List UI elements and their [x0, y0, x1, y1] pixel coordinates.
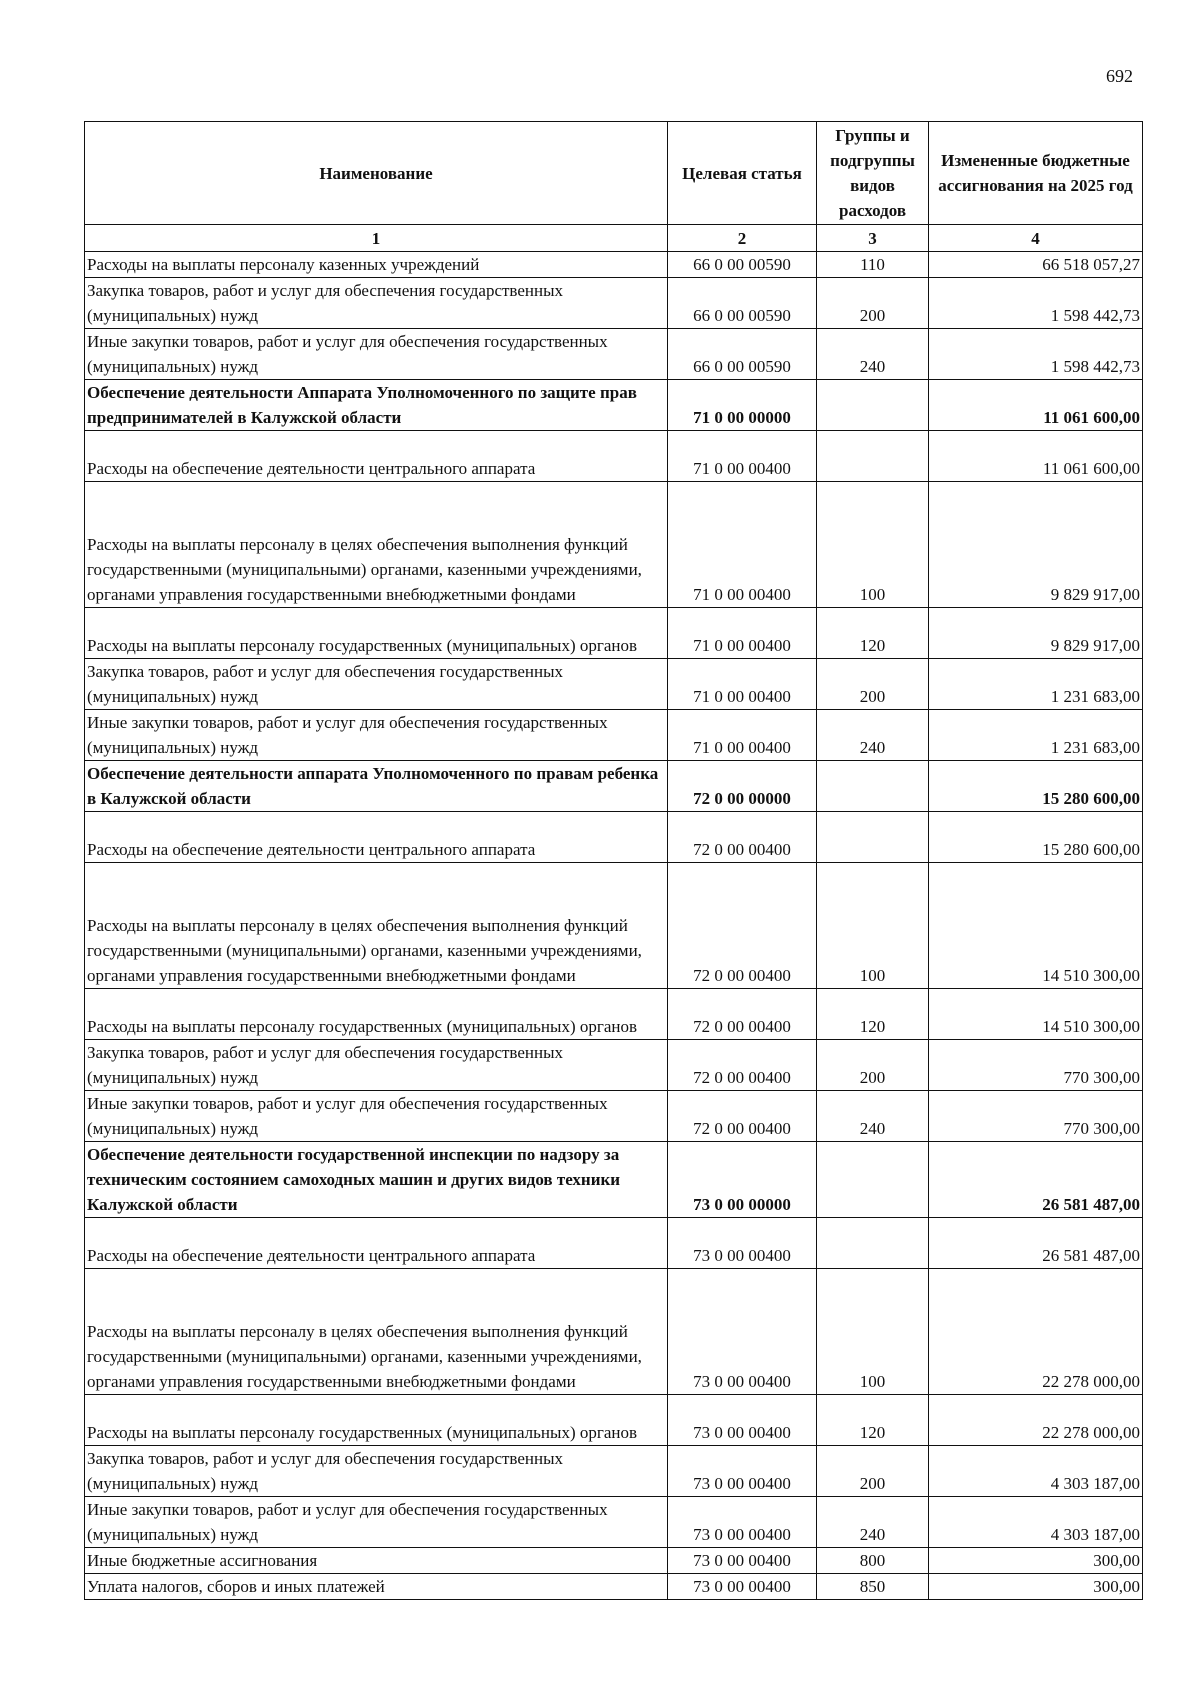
table-row	[85, 1497, 1143, 1548]
row-target-article: 73 0 00 00000	[668, 1142, 817, 1218]
row-target-article: 66 0 00 00590	[668, 329, 817, 380]
row-target-article: 66 0 00 00590	[668, 278, 817, 329]
row-target-article: 73 0 00 00400	[668, 1218, 817, 1269]
row-name: Расходы на выплаты персоналу казенных учреждений	[85, 252, 668, 278]
row-amount: 770 300,00	[929, 1040, 1143, 1091]
header-num-4: 4	[929, 225, 1143, 252]
table-row	[85, 989, 1143, 1040]
row-target-article: 73 0 00 00400	[668, 1574, 817, 1600]
row-amount: 15 280 600,00	[929, 812, 1143, 863]
row-name: Обеспечение деятельности государственной инспекции по надзору за техническим состоянием самоходных машин и других видов техники Калужской области	[85, 1142, 668, 1218]
header-budget-allocations: Измененные бюджетные ассигнования на 2025 год	[929, 122, 1143, 225]
row-amount: 1 231 683,00	[929, 710, 1143, 761]
row-name: Расходы на выплаты персоналу государственных (муниципальных) органов	[85, 989, 668, 1040]
table-row	[85, 608, 1143, 659]
row-expense-group: 100	[817, 1269, 929, 1395]
row-name: Закупка товаров, работ и услуг для обеспечения государственных (муниципальных) нужд	[85, 1040, 668, 1091]
row-name: Расходы на обеспечение деятельности центрального аппарата	[85, 431, 668, 482]
row-amount: 4 303 187,00	[929, 1497, 1143, 1548]
row-expense-group: 120	[817, 608, 929, 659]
row-amount: 770 300,00	[929, 1091, 1143, 1142]
row-amount: 22 278 000,00	[929, 1395, 1143, 1446]
row-amount: 4 303 187,00	[929, 1446, 1143, 1497]
row-amount: 66 518 057,27	[929, 252, 1143, 278]
table-row	[85, 252, 1143, 278]
row-target-article: 72 0 00 00400	[668, 863, 817, 989]
row-amount: 300,00	[929, 1574, 1143, 1600]
row-expense-group	[817, 431, 929, 482]
header-target-article: Целевая статья	[668, 122, 817, 225]
row-target-article: 72 0 00 00400	[668, 812, 817, 863]
row-amount: 15 280 600,00	[929, 761, 1143, 812]
row-name: Расходы на выплаты персоналу в целях обеспечения выполнения функций государственными (муниципальными) органами, казенными учреждениями, органами управления государственными внебюджетными фондами	[85, 863, 668, 989]
budget-table	[84, 121, 1143, 1600]
table-row	[85, 1574, 1143, 1600]
page-number: 692	[1106, 66, 1133, 86]
row-expense-group: 100	[817, 482, 929, 608]
row-amount: 1 598 442,73	[929, 278, 1143, 329]
table-row	[85, 1446, 1143, 1497]
row-amount: 11 061 600,00	[929, 431, 1143, 482]
row-amount: 300,00	[929, 1548, 1143, 1574]
row-name: Расходы на выплаты персоналу государственных (муниципальных) органов	[85, 608, 668, 659]
row-expense-group	[817, 1142, 929, 1218]
header-num-2: 2	[668, 225, 817, 252]
row-amount: 26 581 487,00	[929, 1142, 1143, 1218]
row-name: Расходы на обеспечение деятельности центрального аппарата	[85, 1218, 668, 1269]
row-target-article: 66 0 00 00590	[668, 252, 817, 278]
row-amount: 22 278 000,00	[929, 1269, 1143, 1395]
row-target-article: 73 0 00 00400	[668, 1548, 817, 1574]
header-expense-groups: Группы и подгруппы видов расходов	[817, 122, 929, 225]
row-name: Иные закупки товаров, работ и услуг для обеспечения государственных (муниципальных) нужд	[85, 329, 668, 380]
table-row	[85, 863, 1143, 989]
row-name: Закупка товаров, работ и услуг для обеспечения государственных (муниципальных) нужд	[85, 659, 668, 710]
row-expense-group: 240	[817, 329, 929, 380]
table-row	[85, 812, 1143, 863]
row-target-article: 71 0 00 00400	[668, 482, 817, 608]
row-expense-group: 120	[817, 989, 929, 1040]
row-target-article: 73 0 00 00400	[668, 1395, 817, 1446]
table-row	[85, 329, 1143, 380]
header-num-1: 1	[85, 225, 668, 252]
table-row	[85, 659, 1143, 710]
table-body	[85, 252, 1143, 1600]
row-target-article: 72 0 00 00000	[668, 761, 817, 812]
header-name: Наименование	[85, 122, 668, 225]
table-row	[85, 761, 1143, 812]
row-amount: 1 598 442,73	[929, 329, 1143, 380]
table-row	[85, 380, 1143, 431]
row-amount: 11 061 600,00	[929, 380, 1143, 431]
table-row	[85, 482, 1143, 608]
row-name: Расходы на выплаты персоналу в целях обеспечения выполнения функций государственными (муниципальными) органами, казенными учреждениями, органами управления государственными внебюджетными фондами	[85, 482, 668, 608]
table-row	[85, 1142, 1143, 1218]
row-expense-group: 800	[817, 1548, 929, 1574]
row-expense-group	[817, 812, 929, 863]
row-expense-group: 850	[817, 1574, 929, 1600]
table-row	[85, 1395, 1143, 1446]
row-name: Закупка товаров, работ и услуг для обеспечения государственных (муниципальных) нужд	[85, 1446, 668, 1497]
table-row	[85, 1269, 1143, 1395]
row-expense-group: 240	[817, 1497, 929, 1548]
row-name: Расходы на обеспечение деятельности центрального аппарата	[85, 812, 668, 863]
row-name: Расходы на выплаты персоналу в целях обеспечения выполнения функций государственными (муниципальными) органами, казенными учреждениями, органами управления государственными внебюджетными фондами	[85, 1269, 668, 1395]
table-row	[85, 1091, 1143, 1142]
row-target-article: 72 0 00 00400	[668, 1040, 817, 1091]
row-amount: 14 510 300,00	[929, 989, 1143, 1040]
row-expense-group: 240	[817, 1091, 929, 1142]
row-expense-group: 200	[817, 278, 929, 329]
row-amount: 1 231 683,00	[929, 659, 1143, 710]
row-expense-group: 200	[817, 1040, 929, 1091]
row-amount: 9 829 917,00	[929, 482, 1143, 608]
row-name: Иные закупки товаров, работ и услуг для обеспечения государственных (муниципальных) нужд	[85, 710, 668, 761]
table-row	[85, 710, 1143, 761]
row-target-article: 73 0 00 00400	[668, 1269, 817, 1395]
row-name: Обеспечение деятельности аппарата Уполномоченного по правам ребенка в Калужской области	[85, 761, 668, 812]
row-target-article: 71 0 00 00000	[668, 380, 817, 431]
row-name: Иные бюджетные ассигнования	[85, 1548, 668, 1574]
row-target-article: 71 0 00 00400	[668, 710, 817, 761]
table-row	[85, 1218, 1143, 1269]
row-expense-group	[817, 761, 929, 812]
header-num-3: 3	[817, 225, 929, 252]
table-row	[85, 1548, 1143, 1574]
row-name: Уплата налогов, сборов и иных платежей	[85, 1574, 668, 1600]
row-expense-group: 240	[817, 710, 929, 761]
row-name: Обеспечение деятельности Аппарата Уполномоченного по защите прав предпринимателей в Калужской области	[85, 380, 668, 431]
row-name: Закупка товаров, работ и услуг для обеспечения государственных (муниципальных) нужд	[85, 278, 668, 329]
row-target-article: 71 0 00 00400	[668, 608, 817, 659]
table-row	[85, 431, 1143, 482]
row-amount: 14 510 300,00	[929, 863, 1143, 989]
row-target-article: 73 0 00 00400	[668, 1446, 817, 1497]
row-target-article: 71 0 00 00400	[668, 431, 817, 482]
row-target-article: 73 0 00 00400	[668, 1497, 817, 1548]
row-name: Иные закупки товаров, работ и услуг для обеспечения государственных (муниципальных) нужд	[85, 1497, 668, 1548]
row-expense-group: 120	[817, 1395, 929, 1446]
table-header	[85, 122, 1143, 252]
row-target-article: 72 0 00 00400	[668, 989, 817, 1040]
table-row	[85, 1040, 1143, 1091]
table-row	[85, 278, 1143, 329]
row-expense-group	[817, 1218, 929, 1269]
row-amount: 26 581 487,00	[929, 1218, 1143, 1269]
row-expense-group: 110	[817, 252, 929, 278]
row-name: Расходы на выплаты персоналу государственных (муниципальных) органов	[85, 1395, 668, 1446]
row-name: Иные закупки товаров, работ и услуг для обеспечения государственных (муниципальных) нужд	[85, 1091, 668, 1142]
row-expense-group: 100	[817, 863, 929, 989]
row-target-article: 72 0 00 00400	[668, 1091, 817, 1142]
row-target-article: 71 0 00 00400	[668, 659, 817, 710]
row-expense-group: 200	[817, 1446, 929, 1497]
row-amount: 9 829 917,00	[929, 608, 1143, 659]
row-expense-group: 200	[817, 659, 929, 710]
row-expense-group	[817, 380, 929, 431]
